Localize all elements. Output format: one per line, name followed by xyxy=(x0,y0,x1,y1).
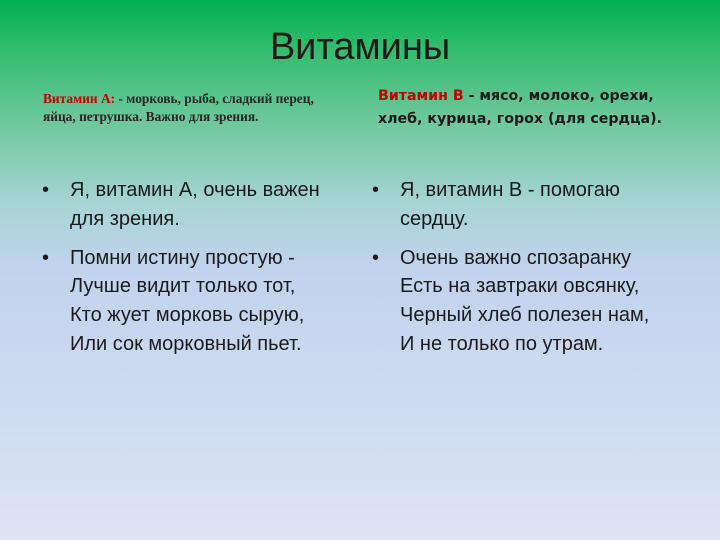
bullet-line: для зрения. xyxy=(70,207,180,230)
bullet-line: Помни истину простую - xyxy=(70,246,295,269)
bullet-dot-icon: • xyxy=(372,246,380,269)
bullet-dot-icon: • xyxy=(42,246,50,269)
bullet-item xyxy=(42,244,352,359)
bullet-line: Есть на завтраки овсянку, xyxy=(400,275,640,298)
bullet-line: Очень важно спозаранку xyxy=(400,246,632,269)
bullet-line: Я, витамин А, очень важен xyxy=(70,179,320,201)
vitamin-a-bullets xyxy=(42,176,352,369)
bullet-item xyxy=(372,244,682,359)
bullet-line: Черный хлеб полезен нам, xyxy=(400,304,650,327)
vitamin-a-name: Витамин А: xyxy=(43,91,116,106)
vitamin-a-sources xyxy=(43,90,333,126)
bullet-dot-icon: • xyxy=(372,179,380,201)
bullet-line: Или сок морковный пьет. xyxy=(70,332,302,355)
bullet-line: Кто жует морковь сырую, xyxy=(70,304,305,327)
vitamin-b-sources xyxy=(378,85,678,131)
bullet-item xyxy=(42,176,352,234)
slide-title: Витамины xyxy=(269,26,451,68)
bullet-line: И не только по утрам. xyxy=(400,332,604,355)
vitamin-a-sources-text: - морковь, рыба, сладкий перец, яйца, петрушка. Важно для зрения. xyxy=(43,91,314,124)
bullet-item xyxy=(372,176,682,234)
vitamin-b-bullets xyxy=(372,176,682,369)
bullet-line: Я, витамин В - помогаю xyxy=(400,179,620,201)
vitamin-b-name: Витамин В xyxy=(378,88,464,104)
bullet-dot-icon: • xyxy=(42,179,50,201)
bullet-line: Лучше видит только тот, xyxy=(70,275,296,298)
bullet-line: сердцу. xyxy=(400,207,469,230)
vitamin-b-sources-text: - мясо, молоко, орехи, хлеб, курица, горох (для сердца). xyxy=(378,88,662,127)
